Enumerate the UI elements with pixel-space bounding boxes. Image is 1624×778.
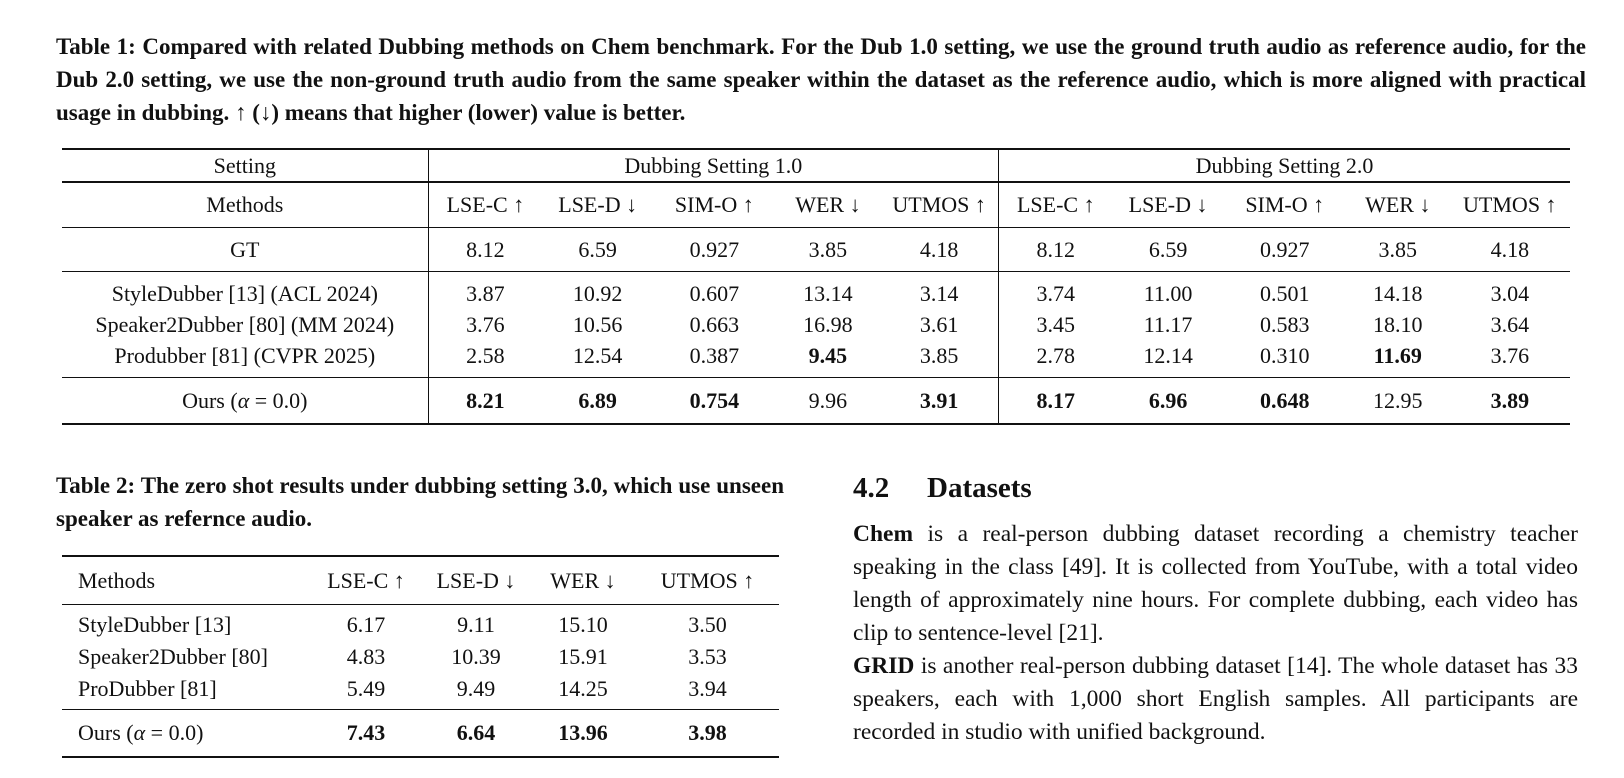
metric-header: LSE-C ↑ [428,182,542,228]
value-cell: 3.14 [880,272,998,310]
value-cell: 15.91 [558,644,608,669]
value-cell: 3.98 [636,710,779,758]
value-cell: 8.21 [428,378,542,425]
table-row [62,309,1570,340]
value-cell: 3.45 [999,309,1113,340]
table1-header-row [62,182,1570,228]
method-cell: ProDubber [81] [78,676,217,701]
value-cell: 12.54 [572,342,623,368]
value-cell: 3.85 [919,342,959,368]
table-row [62,710,779,758]
value-cell: 11.69 [1373,342,1422,368]
metric-header: WER ↓ [530,556,636,605]
value-cell: 4.18 [1450,228,1570,272]
table2 [62,555,779,758]
method-cell: Speaker2Dubber [80] [78,644,268,669]
value-cell: 14.25 [558,676,608,701]
value-cell: 10.56 [572,311,623,337]
value-cell: 14.18 [1346,272,1450,310]
group1-header: Dubbing Setting 1.0 [428,149,998,182]
value-cell: 9.49 [456,676,496,701]
value-cell: 12.95 [1346,378,1450,425]
value-cell: 6.64 [422,710,530,758]
value-cell: 3.61 [919,311,959,337]
metric-header: WER ↓ [1346,182,1450,228]
value-cell: 12.14 [1143,342,1193,368]
table1 [62,148,1570,425]
table2-header-row [62,556,779,605]
metric-header: LSE-D ↓ [542,182,653,228]
value-cell: 8.17 [999,378,1113,425]
paragraph-grid [853,650,1578,749]
value-cell: 0.583 [1259,311,1310,337]
methods-label: Methods [62,182,428,228]
term-grid: GRID [853,653,915,679]
section-heading [853,472,1032,505]
table-row [62,272,1570,310]
method-cell: Ours (α = 0.0) [62,378,428,425]
value-cell: 3.94 [688,676,727,701]
value-cell: 6.59 [542,228,653,272]
value-cell: 8.12 [999,228,1113,272]
value-cell: 9.96 [776,378,881,425]
value-cell: 16.98 [803,311,853,337]
metric-header: LSE-C ↑ [310,556,422,605]
value-cell: 5.49 [346,676,386,701]
value-cell: 0.754 [653,378,775,425]
metric-header: UTMOS ↑ [1450,182,1570,228]
value-cell: 3.04 [1450,272,1570,310]
table1-setting-row [62,149,1570,182]
value-cell: 13.96 [530,710,636,758]
method-cell: StyleDubber [13] (ACL 2024) [62,272,428,310]
metric-header: SIM-O ↑ [653,182,775,228]
group2-header: Dubbing Setting 2.0 [999,149,1571,182]
value-cell: 0.501 [1224,272,1346,310]
value-cell: 3.85 [1346,228,1450,272]
metric-header: LSE-C ↑ [999,182,1113,228]
section-title: Datasets [927,472,1032,504]
value-cell: 6.96 [1113,378,1224,425]
value-cell: 7.43 [310,710,422,758]
method-cell: Produbber [81] (CVPR 2025) [114,342,376,368]
table-row [62,228,1570,272]
value-cell: 13.14 [776,272,881,310]
value-cell: 11.00 [1113,272,1224,310]
value-cell: 0.607 [653,272,775,310]
metric-header: SIM-O ↑ [1224,182,1346,228]
value-cell: 6.89 [542,378,653,425]
table2-caption: Table 2: The zero shot results under dubbing setting 3.0, which use unseen speaker as refernce audio. [56,473,784,531]
value-cell: 8.12 [428,228,542,272]
table-row [62,340,1570,378]
method-cell: Speaker2Dubber [80] (MM 2024) [95,311,395,337]
value-cell: 6.17 [310,605,422,642]
value-cell: 18.10 [1373,311,1423,337]
metric-header: UTMOS ↑ [636,556,779,605]
method-cell: GT [62,228,428,272]
method-cell: StyleDubber [13] [62,605,310,642]
value-cell: 3.76 [428,309,542,340]
paragraph-chem [853,518,1578,650]
value-cell: 9.45 [808,342,848,368]
term-chem: Chem [853,521,914,547]
value-cell: 0.648 [1224,378,1346,425]
section-number: 4.2 [853,472,890,504]
value-cell: 15.10 [530,605,636,642]
value-cell: 0.927 [1224,228,1346,272]
method-cell: Ours (α = 0.0) [62,710,310,758]
value-cell: 10.92 [542,272,653,310]
metric-header: WER ↓ [776,182,881,228]
table-row [62,673,779,710]
value-cell: 3.87 [428,272,542,310]
value-cell: 11.17 [1143,311,1193,337]
value-cell: 9.11 [422,605,530,642]
value-cell: 3.76 [1490,342,1530,368]
value-cell: 0.663 [689,311,740,337]
value-cell: 4.18 [880,228,998,272]
value-cell: 3.64 [1490,311,1530,337]
value-cell: 2.58 [428,340,542,378]
table-row [62,605,779,642]
value-cell: 4.83 [346,644,386,669]
table-row [62,641,779,673]
value-cell: 0.387 [689,342,740,368]
metric-header: LSE-D ↓ [422,556,530,605]
section-body [853,518,1578,749]
setting-label: Setting [62,149,428,182]
value-cell: 10.39 [451,644,501,669]
metric-header: LSE-D ↓ [1113,182,1224,228]
metric-header: UTMOS ↑ [880,182,998,228]
value-cell: 2.78 [999,340,1113,378]
value-cell: 0.927 [653,228,775,272]
methods-label: Methods [62,556,310,605]
value-cell: 3.50 [636,605,779,642]
table-row [62,378,1570,425]
value-cell: 6.59 [1113,228,1224,272]
value-cell: 3.91 [880,378,998,425]
paragraph-text: is a real-person dubbing dataset recording a chemistry teacher speaking in the class [49]. It is collected from YouTube, with a total video length of approximately nine hours. For complete dubbing, each video has clip to sentence-level [21]. [853,521,1578,646]
value-cell: 3.85 [776,228,881,272]
value-cell: 3.89 [1450,378,1570,425]
value-cell: 0.310 [1259,342,1310,368]
paragraph-text: is another real-person dubbing dataset [14]. The whole dataset has 33 speakers, each with 1,000 short English samples. All participants are recorded in studio with unified background. [853,653,1578,745]
table1-caption: Table 1: Compared with related Dubbing methods on Chem benchmark. For the Dub 1.0 setting, we use the ground truth audio as reference audio, for the Dub 2.0 setting, we use the non-ground truth audio from the same speaker within the dataset as the reference audio, which is more aligned with practical usage in dubbing. ↑ (↓) means that higher (lower) value is better. [56,34,1586,125]
value-cell: 3.74 [999,272,1113,310]
value-cell: 3.53 [688,644,727,669]
